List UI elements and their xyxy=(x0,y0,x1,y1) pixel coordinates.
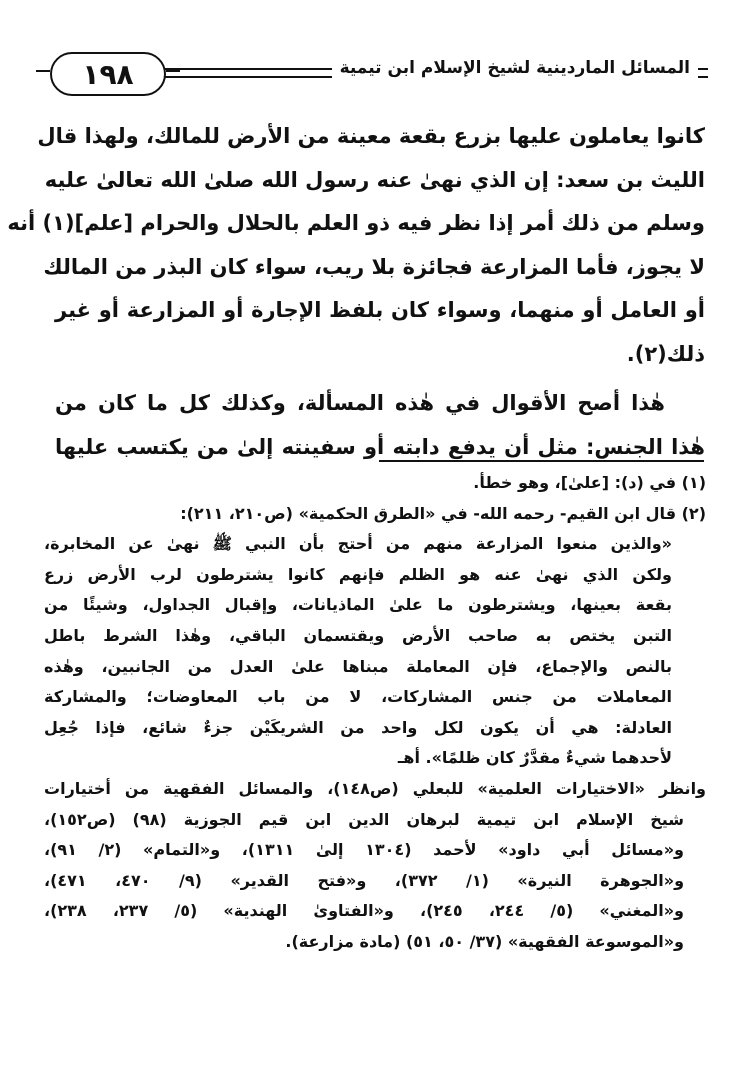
page-number: ١٩٨ xyxy=(50,52,166,96)
running-title: المسائل الماردينية لشيخ الإسلام ابن تيمية xyxy=(332,58,698,78)
references-line: شيخ الإسلام ابن تيمية لبرهان الدين ابن قيم الجوزية (٩٨) (ص١٥٢)، xyxy=(44,809,685,829)
footnote-2-line: بقعة بعينها، ويشترطون ما علىٰ الماذيانات، وإقبال الجداول، وشيئًا من xyxy=(44,595,672,615)
page-header xyxy=(50,52,710,98)
references-line: و«الموسوعة الفقهية» (٣٧/ ٥٠، ٥١) (مادة مزارعة). xyxy=(285,931,684,951)
footnote-2-line: ولكن الذي نهىٰ عنه هو الظلم فإنهم كانوا يشترطون لرب الأرض زرع xyxy=(44,564,672,584)
footnote-2-line: العادلة: هي أن يكون لكل واحد من الشريكَيْن جزءٌ شائع، فإذا جُعِل xyxy=(44,717,672,737)
footnote-1: (١) في (د): [علىٰ]، وهو خطأ. xyxy=(473,473,706,492)
paragraph xyxy=(55,382,705,469)
text-line: كانوا يعاملون عليها بزرع بقعة معينة من الأرض للمالك، ولهذا قال xyxy=(37,124,705,148)
text-line: لا يجوز، فأما المزارعة فجائزة بلا ريب، سواء كان البذر من المالك xyxy=(43,254,705,279)
text-line: الليث بن سعد: إن الذي نهىٰ عنه رسول الله صلىٰ الله تعالىٰ عليه xyxy=(44,167,705,192)
references-line: و«المغني» (٥/ ٢٤٤، ٢٤٥)، و«الفتاوىٰ الهندية» (٥/ ٢٣٧، ٢٣٨)، xyxy=(44,901,684,921)
footnote-2-line: بالنص والإجماع، فإن المعاملة مبناها علىٰ العدل من الجانبين، وهٰذه xyxy=(44,656,672,676)
footnote-2-line: (٢) قال ابن القيم- رحمه الله- في «الطرق الحكمية» (ص٢١٠، ٢١١): xyxy=(180,503,706,523)
footnote-2-line: «والذين منعوا المزارعة منهم من أحتج بأن النبي ﷺ نهىٰ عن المخابرة، xyxy=(44,534,672,554)
text-line: وسلم من ذلك أمر إذا نظر فيه ذو العلم بالحلال والحرام [علم](١) أنه xyxy=(7,211,705,235)
text-line: هٰذا أصح الأقوال في هٰذه المسألة، وكذلك كل ما كان من xyxy=(55,391,665,415)
references-line: و«مسائل أبي داود» لأحمد (١٣٠٤ إلىٰ ١٣١١)، و«التمام» (٢/ ٩١)، xyxy=(44,840,684,860)
footnote-2-line: لأحدهما شيءٌ مقدَّرٌ كان ظلمًا». أهـ xyxy=(397,748,672,768)
references-line: و«الجوهرة النيرة» (١/ ٣٧٢)، و«فتح القدير» (٩/ ٤٧٠، ٤٧١)، xyxy=(44,870,685,890)
footnote-2-line: التبن يختص به صاحب الأرض ويقتسمان الباقي، وهٰذا الشرط باطل xyxy=(44,625,672,645)
text-line: أو العامل أو منهما، وسواء كان بلفظ الإجارة أو المزارعة أو غير xyxy=(55,298,705,322)
text-line: هٰذا الجنس: مثل أن يدفع دابته أو سفينته إلىٰ من يكتسب عليها xyxy=(55,434,705,459)
text-line: ذلك(٢). xyxy=(626,341,705,366)
paragraph xyxy=(7,115,705,376)
footnote-2-line: المعاملات من جنس المشاركات، لا من باب المعاوضات؛ والمشاركة xyxy=(44,687,672,707)
footnotes xyxy=(44,468,706,958)
references-line: وانظر «الاختيارات العلمية» للبعلي (ص١٤٨)، والمسائل الفقهية من أختيارات xyxy=(44,778,706,798)
footnote-separator xyxy=(379,460,704,462)
main-text xyxy=(7,115,705,469)
